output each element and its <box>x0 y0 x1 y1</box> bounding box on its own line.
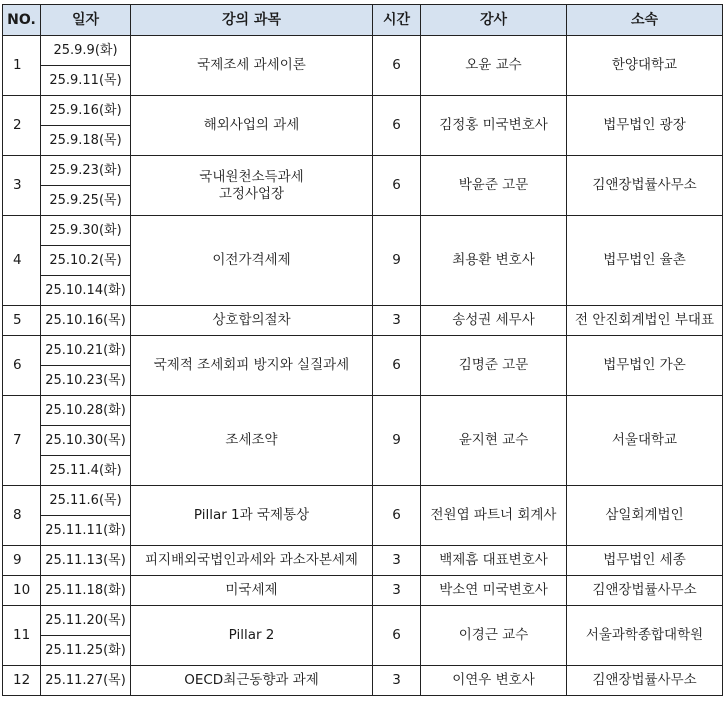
table-row <box>3 96 723 126</box>
table-row <box>3 336 723 366</box>
lecture-instructor: 오윤 교수 <box>421 36 567 96</box>
lecture-date: 25.10.30(목) <box>41 426 131 456</box>
lecture-instructor: 김명준 고문 <box>421 336 567 396</box>
lecture-instructor: 이연우 변호사 <box>421 666 567 696</box>
lecture-course: Pillar 2 <box>131 606 373 666</box>
lecture-date: 25.11.25(화) <box>41 636 131 666</box>
lecture-instructor: 김정홍 미국변호사 <box>421 96 567 156</box>
lecture-date: 25.9.23(화) <box>41 156 131 186</box>
lecture-no: 7 <box>3 396 41 486</box>
lecture-org: 서울과학종합대학원 <box>567 606 723 666</box>
lecture-date: 25.10.21(화) <box>41 336 131 366</box>
lecture-course: 피지배외국법인과세와 과소자본세제 <box>131 546 373 576</box>
lecture-no: 12 <box>3 666 41 696</box>
lecture-date: 25.9.11(목) <box>41 66 131 96</box>
lecture-date: 25.9.16(화) <box>41 96 131 126</box>
lecture-instructor: 윤지현 교수 <box>421 396 567 486</box>
lecture-course: 상호합의절차 <box>131 306 373 336</box>
lecture-date: 25.11.13(목) <box>41 546 131 576</box>
lecture-course: 이전가격세제 <box>131 216 373 306</box>
lecture-no: 5 <box>3 306 41 336</box>
header-course: 강의 과목 <box>131 5 373 36</box>
lecture-instructor: 최용환 변호사 <box>421 216 567 306</box>
lecture-org: 법무법인 광장 <box>567 96 723 156</box>
lecture-hours: 3 <box>373 546 421 576</box>
table-row <box>3 546 723 576</box>
header-row <box>3 5 723 36</box>
lecture-date: 25.11.20(목) <box>41 606 131 636</box>
lecture-org: 법무법인 가온 <box>567 336 723 396</box>
header-instructor: 강사 <box>421 5 567 36</box>
table-row <box>3 666 723 696</box>
lecture-no: 4 <box>3 216 41 306</box>
lecture-instructor: 이경근 교수 <box>421 606 567 666</box>
lecture-hours: 9 <box>373 216 421 306</box>
lecture-no: 11 <box>3 606 41 666</box>
lecture-date: 25.11.6(목) <box>41 486 131 516</box>
lecture-hours: 6 <box>373 156 421 216</box>
lecture-course: 조세조약 <box>131 396 373 486</box>
table-row <box>3 486 723 516</box>
lecture-no: 9 <box>3 546 41 576</box>
lecture-hours: 6 <box>373 336 421 396</box>
lecture-course: Pillar 1과 국제통상 <box>131 486 373 546</box>
lecture-schedule-table <box>2 4 723 696</box>
lecture-no: 6 <box>3 336 41 396</box>
lecture-course: 해외사업의 과세 <box>131 96 373 156</box>
lecture-date: 25.9.9(화) <box>41 36 131 66</box>
lecture-course: 미국세제 <box>131 576 373 606</box>
lecture-date: 25.10.28(화) <box>41 396 131 426</box>
lecture-no: 3 <box>3 156 41 216</box>
table-row <box>3 606 723 636</box>
lecture-hours: 9 <box>373 396 421 486</box>
lecture-org: 전 안진회계법인 부대표 <box>567 306 723 336</box>
table-row <box>3 36 723 66</box>
lecture-org: 서울대학교 <box>567 396 723 486</box>
lecture-org: 김앤장법률사무소 <box>567 666 723 696</box>
lecture-instructor: 박윤준 고문 <box>421 156 567 216</box>
lecture-hours: 6 <box>373 36 421 96</box>
lecture-no: 1 <box>3 36 41 96</box>
lecture-instructor: 전원엽 파트너 회계사 <box>421 486 567 546</box>
lecture-course: 국제조세 과세이론 <box>131 36 373 96</box>
table-body <box>3 36 723 696</box>
lecture-instructor: 박소연 미국변호사 <box>421 576 567 606</box>
lecture-org: 법무법인 율촌 <box>567 216 723 306</box>
lecture-instructor: 송성권 세무사 <box>421 306 567 336</box>
lecture-org: 김앤장법률사무소 <box>567 156 723 216</box>
lecture-date: 25.9.30(화) <box>41 216 131 246</box>
lecture-date: 25.9.25(목) <box>41 186 131 216</box>
lecture-date: 25.10.16(목) <box>41 306 131 336</box>
lecture-org: 법무법인 세종 <box>567 546 723 576</box>
table-row <box>3 156 723 186</box>
lecture-date: 25.11.27(목) <box>41 666 131 696</box>
lecture-org: 한양대학교 <box>567 36 723 96</box>
table-row <box>3 216 723 246</box>
lecture-hours: 6 <box>373 96 421 156</box>
lecture-date: 25.11.4(화) <box>41 456 131 486</box>
lecture-date: 25.10.23(목) <box>41 366 131 396</box>
header-hours: 시간 <box>373 5 421 36</box>
lecture-course: 국제적 조세회피 방지와 실질과세 <box>131 336 373 396</box>
lecture-org: 삼일회계법인 <box>567 486 723 546</box>
lecture-date: 25.10.2(목) <box>41 246 131 276</box>
lecture-org: 김앤장법률사무소 <box>567 576 723 606</box>
table-row <box>3 576 723 606</box>
lecture-course: 국내원천소득과세 고정사업장 <box>131 156 373 216</box>
lecture-date: 25.9.18(목) <box>41 126 131 156</box>
header-date: 일자 <box>41 5 131 36</box>
lecture-date: 25.11.11(화) <box>41 516 131 546</box>
lecture-date: 25.11.18(화) <box>41 576 131 606</box>
lecture-hours: 6 <box>373 606 421 666</box>
lecture-hours: 6 <box>373 486 421 546</box>
header-org: 소속 <box>567 5 723 36</box>
lecture-no: 10 <box>3 576 41 606</box>
header-no: NO. <box>3 5 41 36</box>
lecture-no: 8 <box>3 486 41 546</box>
table-row <box>3 396 723 426</box>
lecture-date: 25.10.14(화) <box>41 276 131 306</box>
table-row <box>3 306 723 336</box>
lecture-no: 2 <box>3 96 41 156</box>
lecture-hours: 3 <box>373 306 421 336</box>
lecture-course: OECD최근동향과 과제 <box>131 666 373 696</box>
lecture-hours: 3 <box>373 576 421 606</box>
lecture-hours: 3 <box>373 666 421 696</box>
lecture-instructor: 백제흠 대표변호사 <box>421 546 567 576</box>
